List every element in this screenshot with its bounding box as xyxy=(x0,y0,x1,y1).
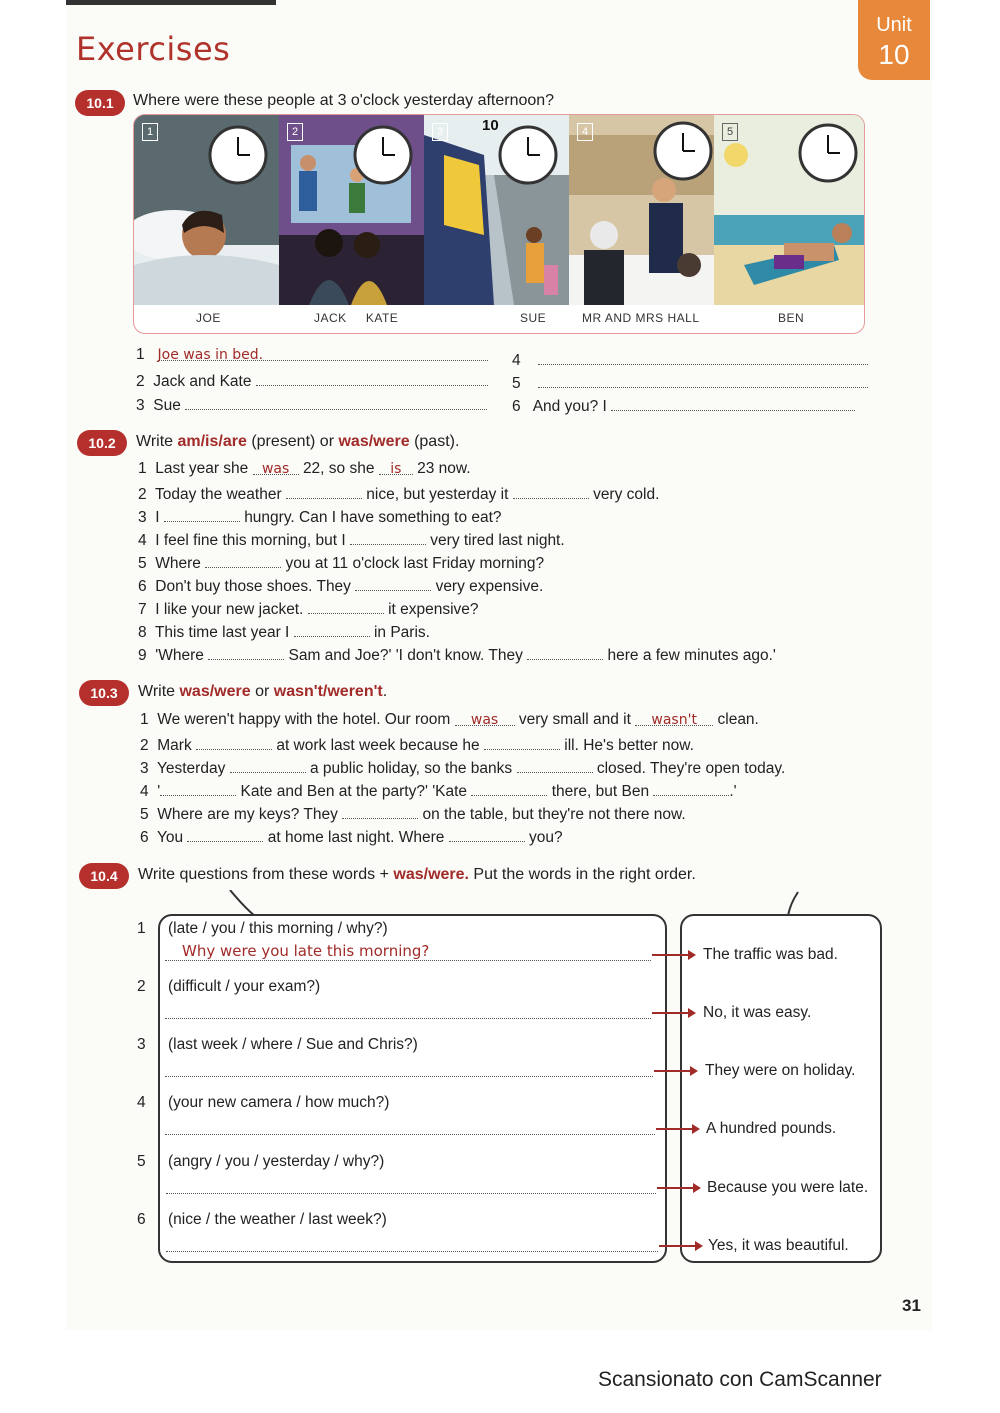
q-prompt: (nice / the weather / last week?) xyxy=(168,1211,387,1228)
q-prompt: (difficult / your exam?) xyxy=(168,978,321,995)
answer-field[interactable] xyxy=(187,827,263,842)
panel-number: 4 xyxy=(577,123,593,141)
clock-icon xyxy=(208,125,268,185)
exercise-badge-10-2: 10.2 xyxy=(77,430,127,456)
answer-field[interactable] xyxy=(653,781,729,796)
arrow-icon xyxy=(657,1187,699,1189)
arrow-icon xyxy=(654,1070,696,1072)
picture-panel-2 xyxy=(279,115,426,305)
ex2-item-8: 8 This time last year I in Paris. xyxy=(138,624,430,641)
clock-icon xyxy=(653,121,713,181)
exercise-heading-10-1: Where were these people at 3 o'clock yesterday afternoon? xyxy=(133,92,555,109)
answer-field[interactable] xyxy=(308,599,384,614)
top-rule xyxy=(66,0,276,5)
answer-field[interactable]: is xyxy=(379,460,413,475)
q-number: 5 xyxy=(137,1153,146,1170)
ex2-item-4: 4 I feel fine this morning, but I very tired last night. xyxy=(138,532,565,549)
exercise-heading-10-3: Write was/were or wasn't/weren't. xyxy=(138,683,388,700)
q-prompt: (your new camera / how much?) xyxy=(168,1094,390,1111)
arrow-icon xyxy=(652,1012,694,1014)
caption-joe: JOE xyxy=(196,311,221,325)
answers-bubble xyxy=(680,914,882,1263)
answer-field[interactable] xyxy=(294,622,370,637)
reply-text: Yes, it was beautiful. xyxy=(708,1237,849,1254)
answer-field[interactable] xyxy=(350,530,426,545)
answer-field[interactable] xyxy=(513,484,589,499)
answer-field[interactable] xyxy=(538,373,868,388)
answer-field[interactable] xyxy=(527,645,603,660)
page-number: 31 xyxy=(902,1296,921,1315)
answer-field[interactable] xyxy=(158,346,488,361)
item-prompt: Jack and Kate xyxy=(153,373,252,390)
reply-text: They were on holiday. xyxy=(705,1062,856,1079)
ex3-item-5: 5 Where are my keys? They on the table, but they're not there now. xyxy=(140,806,686,823)
picture-panel-3 xyxy=(424,115,571,305)
ex2-item-3: 3 I hungry. Can I have something to eat? xyxy=(138,509,502,526)
ex3-item-6: 6 You at home last night. Where you? xyxy=(140,829,563,846)
panel-number: 5 xyxy=(722,123,738,141)
picture-strip xyxy=(133,114,865,334)
q-number: 4 xyxy=(137,1094,146,1111)
answer-field[interactable] xyxy=(484,735,560,750)
clock-icon xyxy=(798,123,858,183)
unit-number: 10 xyxy=(878,39,910,70)
item-number: 5 xyxy=(512,375,521,392)
ex3-item-4: 4 ' Kate and Ben at the party?' 'Kate there, but Ben .' xyxy=(140,783,737,800)
ex1-item-3 xyxy=(136,395,487,415)
ex2-item-5: 5 Where you at 11 o'clock last Friday morning? xyxy=(138,555,545,572)
panel-number: 2 xyxy=(287,123,303,141)
answer-field[interactable] xyxy=(355,576,431,591)
answer-field[interactable] xyxy=(165,1133,655,1135)
caption-sue: SUE xyxy=(520,311,547,325)
exercise-badge-10-3: 10.3 xyxy=(79,680,129,706)
item-number: 6 xyxy=(512,398,521,415)
q-number: 1 xyxy=(137,920,146,937)
ex2-item-1: 1 Last year she was 22, so she is 23 now. xyxy=(138,460,471,477)
picture-panel-1 xyxy=(134,115,281,305)
answer-field[interactable] xyxy=(230,758,306,773)
q-answer: Why were you late this morning? xyxy=(182,942,430,960)
clock-icon xyxy=(353,125,413,185)
reply-text: The traffic was bad. xyxy=(703,946,838,963)
answer-field[interactable] xyxy=(449,827,525,842)
exercise-heading-10-2: Write am/is/are (present) or was/were (past). xyxy=(136,433,460,450)
q-prompt: (angry / you / yesterday / why?) xyxy=(168,1153,385,1170)
answer-field[interactable] xyxy=(538,350,868,365)
q-prompt: (late / you / this morning / why?) xyxy=(168,920,388,937)
answer-field[interactable] xyxy=(196,735,272,750)
item-number: 3 xyxy=(136,397,145,414)
q-number: 3 xyxy=(137,1036,146,1053)
answer-field[interactable]: was xyxy=(253,460,299,475)
answer-field[interactable]: was xyxy=(455,711,515,726)
answer-field[interactable] xyxy=(205,553,281,568)
page-title: Exercises xyxy=(76,30,231,68)
caption-row xyxy=(134,305,864,333)
arrow-icon xyxy=(656,1128,698,1130)
arrow-icon xyxy=(652,954,694,956)
scanner-watermark: Scansionato con CamScanner xyxy=(598,1368,882,1391)
reply-text: Because you were late. xyxy=(707,1179,869,1196)
exercise-badge-10-4: 10.4 xyxy=(79,863,129,889)
arrow-icon xyxy=(659,1245,701,1247)
ex3-item-1: 1 We weren't happy with the hotel. Our room was very small and it wasn't clean. xyxy=(140,711,759,728)
reply-text: No, it was easy. xyxy=(703,1004,812,1021)
q-prompt: (last week / where / Sue and Chris?) xyxy=(168,1036,418,1053)
answer-field[interactable] xyxy=(164,507,240,522)
ex1-item-1 xyxy=(136,346,488,364)
answer-field[interactable] xyxy=(160,781,236,796)
answer-field[interactable] xyxy=(517,758,593,773)
caption-jack-kate: JACK KATE xyxy=(314,311,399,325)
panel-number: 1 xyxy=(142,123,158,141)
q-number: 6 xyxy=(137,1211,146,1228)
ex2-item-7: 7 I like your new jacket. it expensive? xyxy=(138,601,479,618)
answer-field[interactable] xyxy=(208,645,284,660)
answer-field[interactable] xyxy=(185,395,487,410)
ex2-item-6: 6 Don't buy those shoes. They very expensive. xyxy=(138,578,544,595)
picture-panel-4 xyxy=(569,115,716,305)
ex1-item-4 xyxy=(512,350,868,370)
unit-label: Unit xyxy=(876,14,912,36)
answer-field[interactable] xyxy=(286,484,362,499)
answer-field[interactable] xyxy=(166,1250,658,1252)
answer-field[interactable] xyxy=(166,1192,656,1194)
q-number: 2 xyxy=(137,978,146,995)
exercise-badge-10-1: 10.1 xyxy=(75,90,125,116)
panel-number: 3 xyxy=(432,123,448,141)
answer-field[interactable] xyxy=(165,959,651,961)
answer-field[interactable] xyxy=(471,781,547,796)
clock-icon xyxy=(498,125,558,185)
caption-ben: BEN xyxy=(778,311,805,325)
reply-text: A hundred pounds. xyxy=(706,1120,837,1137)
caption-mr-mrs-hall: MR AND MRS HALL xyxy=(582,311,700,325)
exercise-heading-10-4: Write questions from these words + was/were. Put the words in the right order. xyxy=(138,866,696,883)
answer-field[interactable] xyxy=(165,1075,653,1077)
picture-panel-5 xyxy=(714,115,864,305)
item-number: 1 xyxy=(136,346,145,363)
item-prompt: And you? I xyxy=(532,398,607,415)
answer-field[interactable] xyxy=(342,804,418,819)
ex1-item-6 xyxy=(512,396,855,416)
answer-field[interactable]: wasn't xyxy=(635,711,713,726)
ex3-item-3: 3 Yesterday a public holiday, so the banks closed. They're open today. xyxy=(140,760,786,777)
ex3-item-2: 2 Mark at work last week because he ill. He's better now. xyxy=(140,737,694,754)
ex2-item-2: 2 Today the weather nice, but yesterday it very cold. xyxy=(138,486,660,503)
platform-number: 10 xyxy=(482,117,499,134)
answer-field[interactable] xyxy=(165,1017,651,1019)
ex1-item-5 xyxy=(512,373,868,393)
item-prompt: Sue xyxy=(153,397,181,414)
answer-field[interactable] xyxy=(256,371,488,386)
answer-text: Joe was in bed. xyxy=(157,347,264,363)
ex2-item-9: 9 'Where Sam and Joe?' 'I don't know. They here a few minutes ago.' xyxy=(138,647,776,664)
unit-tab xyxy=(858,0,930,80)
item-number: 2 xyxy=(136,373,145,390)
ex1-item-2 xyxy=(136,371,488,391)
item-number: 4 xyxy=(512,352,521,369)
answer-field[interactable] xyxy=(611,396,855,411)
